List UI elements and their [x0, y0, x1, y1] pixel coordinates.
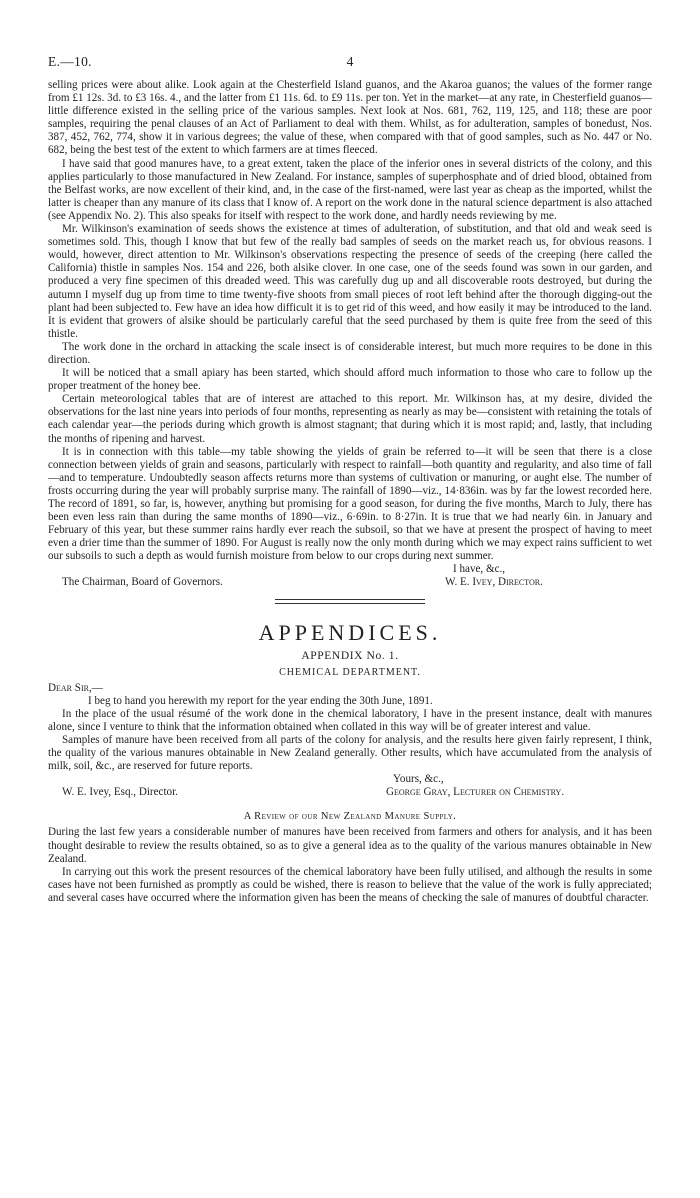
letter-addressee: W. E. Ivey, Esq., Director. [62, 786, 178, 799]
letter-signoff [48, 773, 652, 799]
letter-closing: Yours, &c., [393, 773, 444, 786]
review-paragraph: During the last few years a considerable number of manures have been received from farmers and others for analysis, and it has been thought desirable to review the results obtained, so as to give a general idea as to the quality of the various manures obtainable in New Zealand. [48, 826, 652, 865]
document-code: E.—10. [48, 54, 92, 69]
paragraph-seeds: Mr. Wilkinson's examination of seeds shows the existence at times of adulteration, of substitution, and that old and weak seed is sometimes sold. This, though I know that but few of the really bad samples of seeds on the market reach us, for obvious reasons. I would, however, direct attention to Mr. Wilkinson's observations respecting the presence of seeds of the creeping (here called the California) thistle in samples Nos. 154 and 226, both alsike clover. In one case, one of the seeds found was sown in our garden, and produced a very fine specimen of this dreaded weed. This was carefully dug up and all discoverable roots destroyed, but during the autumn I myself dug up from time to time twenty-five shoots from small pieces of root left behind after the thorough digging-out the plant had been subjected to. Few have an idea how difficult it is to get rid of this weed, and how easily it may be introduced to the land. It is evident that growers of alsike should be particularly careful that the seed purchased by them is quite free from the seed of this thistle. [48, 223, 652, 340]
review-title: A Review of our New Zealand Manure Supply. [243, 811, 457, 823]
section-divider [275, 599, 425, 604]
signoff-signature: W. E. Ivey, Director. [445, 576, 543, 589]
report-signoff [48, 563, 652, 589]
review-paragraph: In carrying out this work the present resources of the chemical laboratory have been fully utilised, and although the results in some cases have not been furnished as promptly as could be wished, there is reason to believe that the value of the work is fully appreciated; and several cases have occurred where the information given has been the means of checking the sale of manures of doubtful character. [48, 865, 652, 904]
opening-paragraph: selling prices were about alike. Look again at the Chesterfield Island guanos, and the Akaroa guanos; the values of the former range from £1 12s. 3d. to £3 16s. 4., and the latter from £1 11s. 6d. to £9 11s. per ton. Yet in the market—at any rate, in Chesterfield guanos—little difference existed in the selling price of the various samples. Next look at Nos. 681, 762, 119, 125, and 118; these are poor samples, requiring the penal clauses of an Act of Parliament to deal with them. Whilst, as for adulteration, samples of bonedust, Nos. 387, 452, 762, 774, show it in various degrees; the value of these, when compared with that of good samples, such as No. 447 or No. 682, being the best test of the extent to which farmers are at times fleeced. [48, 79, 652, 157]
appendices-heading: APPENDICES. [258, 620, 442, 646]
letter-paragraph: I beg to hand you herewith my report for the year ending the 30th June, 1891. [88, 694, 433, 707]
letter-paragraph: Samples of manure have been received from all parts of the colony for analysis, and the results here given fairly represent, I think, the quality of the various manures obtainable in New Zealand generally. Other results, which have accumulated from the analysis of milk, soil, &c., are reserved for future reports. [48, 734, 652, 773]
letter-salutation: Dear Sir,— [48, 681, 103, 694]
appendix-department: CHEMICAL DEPARTMENT. [279, 666, 421, 678]
paragraph-orchard: The work done in the orchard in attacking the scale insect is of considerable interest, but much more requires to be done in this direction. [48, 340, 652, 366]
page-number: 4 [346, 54, 354, 69]
appendix-number: APPENDIX No. 1. [301, 650, 399, 663]
letter-signature: George Gray, Lecturer on Chemistry. [386, 786, 565, 799]
signoff-closing: I have, &c., [453, 563, 506, 576]
paragraph-meteorological: Certain meteorological tables that are of interest are attached to this report. Mr. Wilkinson has, at my desire, divided the observations for the last nine years into periods of four months, representing as nearly as may be—consistent with retaining the totals of each calendar year—the periods during which growth is almost stagnant; that during which it is most rapid; and, lastly, that including the months of ripening and harvest. [48, 393, 652, 445]
document-body [48, 79, 652, 905]
paragraph-rainfall: It is in connection with this table—my table showing the yields of grain be referred to—it will be seen that there is a close connection between yields of grain and seasons, particularly with respect to rainfall—both quantity and regularity, and also time of fall—and to temperature. Undoubtedly season affects returns more than systems of cultivation or manuring, or aught else. The number of frosts occurring during the year will probably surprise many. The rainfall of 1890—viz., 14·836in. was by far the lowest recorded here. The record of 1891, so far, is, however, anything but promising for a good season, for during the five months, March to July, there has been even less rain than during the same months of 1890—viz., 6·69in. to 8·27in. It is true that we had nearly 6in. in January and February of this year, but these summer rains hardly ever reach the subsoil, so that we have at present the prospect of having to meet even a drier time than the summer of 1890. For August is really now the only month during which we may expect rains sufficient to wet our subsoils to such a depth as would furnish moisture from below to our crops during next summer. [48, 445, 652, 563]
paragraph-manures: I have said that good manures have, to a great extent, taken the place of the inferior ones in several districts of the colony, and this applies particularly to those manufactured in New Zealand. For instance, samples of superphosphate and of dried blood, obtained from the Belfast works, are now excellent of their kind, and, in the case of the first-named, were last year as cheap as the imported, whilst the latter is cheaper than any manure of its class that I know of. A report on the work done in the natural science department is also attached (see Appendix No. 2). This also speaks for itself with respect to the work done, and hardly needs reviewing by me. [48, 157, 652, 222]
signoff-addressee: The Chairman, Board of Governors. [62, 576, 223, 589]
paragraph-apiary: It will be noticed that a small apiary has been started, which should afford much information to those who care to follow up the proper treatment of the honey bee. [48, 367, 652, 393]
letter-paragraph: In the place of the usual résumé of the work done in the chemical laboratory, I have in the present instance, dealt with manures alone, since I venture to think that the information obtained when collated in this way will be of greater interest and value. [48, 707, 652, 733]
page-header [48, 55, 652, 71]
